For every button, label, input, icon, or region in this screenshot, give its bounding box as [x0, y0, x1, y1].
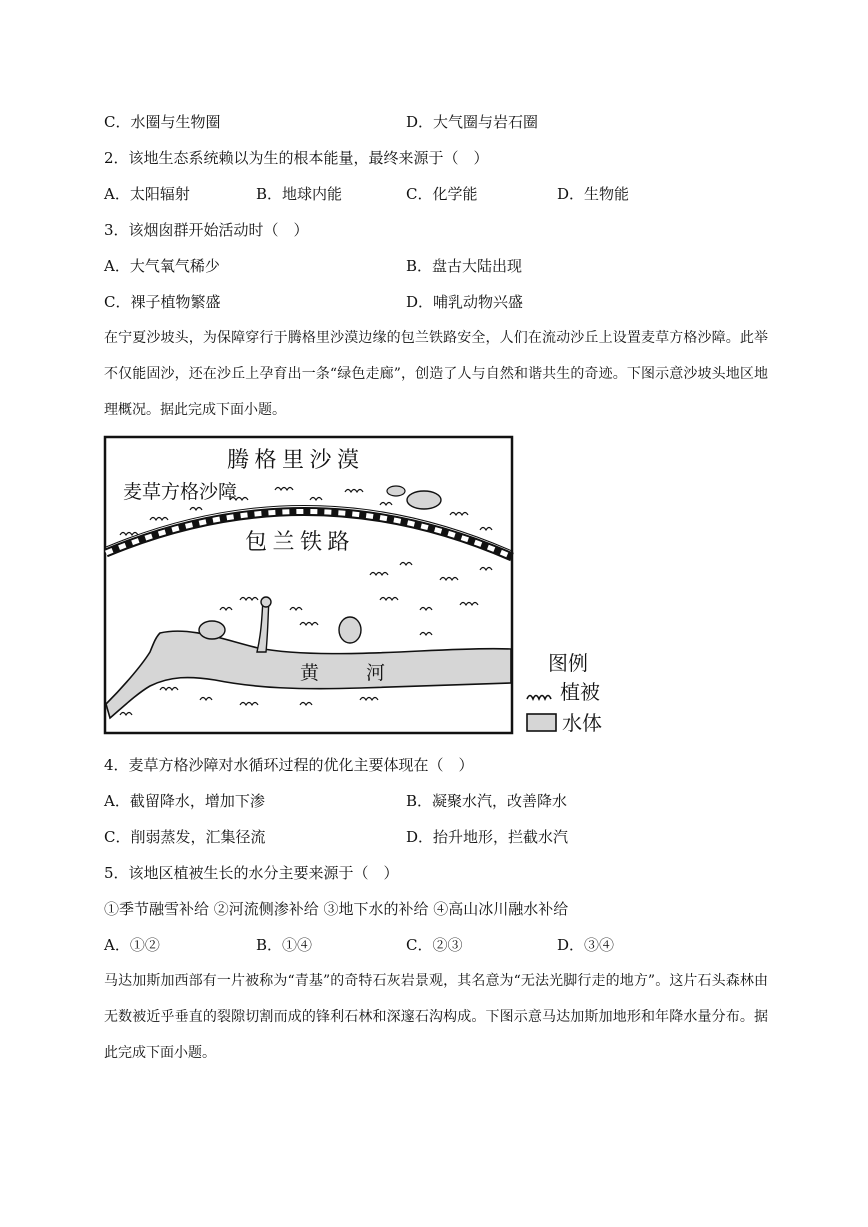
q4-option-a[interactable]: A．截留降水，增加下渗 — [104, 792, 265, 810]
q3-stem: 3．该烟囱群开始活动时（ ） — [104, 221, 309, 239]
passage-madagascar: 马达加斯加西部有一片被称为“青基”的奇特石灰岩景观，其名意为“无法光脚行走的地方”。这片石头森林由无数被近乎垂直的裂隙切割而成的锋利石林和深邃石沟构成。下图示意马达加斯加地形和年降水量分布。据此完成下面小题。 — [104, 973, 768, 1061]
legend-vegetation-icon — [527, 696, 551, 700]
q2-stem: 2．该地生态系统赖以为生的根本能量，最终来源于（ ） — [104, 149, 489, 167]
railway-label: 包 兰 铁 路 — [245, 529, 350, 554]
lake-west — [199, 621, 225, 639]
q4-option-d[interactable]: D．抬升地形，拦截水汽 — [406, 828, 569, 846]
q4-option-c[interactable]: C．削弱蒸发，汇集径流 — [104, 828, 266, 846]
q5-option-c[interactable]: C．②③ — [406, 936, 463, 954]
q1-option-c[interactable]: C．水圈与生物圈 — [104, 113, 221, 131]
q3-option-b[interactable]: B．盘古大陆出现 — [406, 257, 523, 275]
river-label-1: 黄 — [300, 663, 320, 684]
passage-shapotou: 在宁夏沙坡头，为保障穿行于腾格里沙漠边缘的包兰铁路安全，人们在流动沙丘上设置麦草方格沙障。此举不仅能固沙，还在沙丘上孕育出一条“绿色走廊”，创造了人与自然和谐共生的奇迹。下图示意沙坡头地区地理概况。据此完成下面小题。 — [104, 330, 768, 418]
barrier-label: 麦草方格沙障 — [123, 482, 238, 503]
q2-option-d[interactable]: D．生物能 — [557, 185, 630, 203]
q2-option-b[interactable]: B．地球内能 — [256, 185, 343, 203]
q3-option-d[interactable]: D．哺乳动物兴盛 — [406, 293, 524, 311]
q5-stem: 5．该地区植被生长的水分主要来源于（ ） — [104, 864, 399, 882]
q4-option-b[interactable]: B．凝聚水汽，改善降水 — [406, 792, 568, 810]
tributary-spring — [261, 597, 271, 607]
legend-water-icon — [527, 714, 556, 731]
q4-stem: 4．麦草方格沙障对水循环过程的优化主要体现在（ ） — [104, 756, 474, 774]
q2-option-a[interactable]: A．太阳辐射 — [104, 185, 190, 203]
q5-option-b[interactable]: B．①④ — [256, 936, 313, 954]
q5-option-d[interactable]: D．③④ — [557, 936, 615, 954]
q3-option-a[interactable]: A．大气氧气稀少 — [104, 257, 220, 275]
river-label-2: 河 — [366, 663, 386, 684]
legend-title: 图例 — [548, 653, 588, 675]
q5-option-a[interactable]: A．①② — [104, 936, 160, 954]
desert-label: 腾 格 里 沙 漠 — [227, 447, 360, 472]
q3-option-c[interactable]: C．裸子植物繁盛 — [104, 293, 221, 311]
lake-middle — [339, 617, 361, 643]
lake-desert-small — [387, 486, 405, 496]
q5-choices: ①季节融雪补给 ②河流侧渗补给 ③地下水的补给 ④高山冰川融水补给 — [104, 900, 569, 918]
legend-water-label: 水体 — [562, 713, 602, 735]
q2-option-c[interactable]: C．化学能 — [406, 185, 478, 203]
q1-option-d[interactable]: D．大气圈与岩石圈 — [406, 113, 539, 131]
legend-vegetation-label: 植被 — [560, 682, 600, 704]
lake-desert-east — [407, 491, 441, 509]
